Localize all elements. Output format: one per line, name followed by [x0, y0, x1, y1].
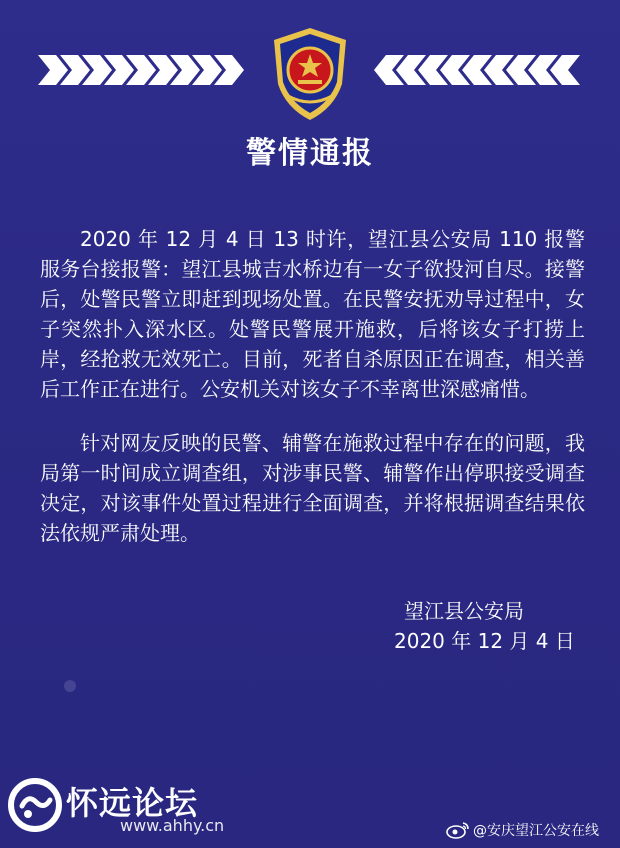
image-smudge [64, 680, 76, 692]
signature-organization: 望江县公安局 [404, 599, 524, 623]
left-wing-decoration [38, 55, 246, 85]
forum-watermark-name: 怀远论坛 [66, 784, 199, 822]
notice-paragraph-2: 针对网友反映的民警、辅警在施救过程中存在的问题，我局第一时间成立调查组，对涉事民警、辅警作出停职接受调查决定，对该事件处置过程进行全面调查，并将根据调查结果依法依规严肃处理。 [40, 431, 585, 545]
police-emblem-icon [268, 26, 352, 122]
weibo-handle: @安庆望江公安在线 [473, 823, 599, 839]
weibo-attribution [446, 820, 599, 840]
weibo-icon [446, 821, 470, 839]
forum-logo-icon [6, 776, 64, 834]
signature-date: 2020 年 12 月 4 日 [394, 629, 575, 653]
right-wing-decoration [372, 55, 580, 85]
notice-title: 警情通报 [246, 136, 374, 171]
forum-watermark-url: www.ahhy.cn [120, 816, 225, 835]
notice-paragraph-1: 2020 年 12 月 4 日 13 时许，望江县公安局 110 报警服务台接报警：望江县城吉水桥边有一女子欲投河自尽。接警后，处警民警立即赶到现场处置。在民警安抚劝导过程中，女子突然扑入深水区。处警民警展开施救，后将该女子打捞上岸，经抢救无效死亡。目前，死者自杀原因正在调查，相关善后工作正在进行。公安机关对该女子不幸离世深感痛惜。 [40, 227, 585, 401]
